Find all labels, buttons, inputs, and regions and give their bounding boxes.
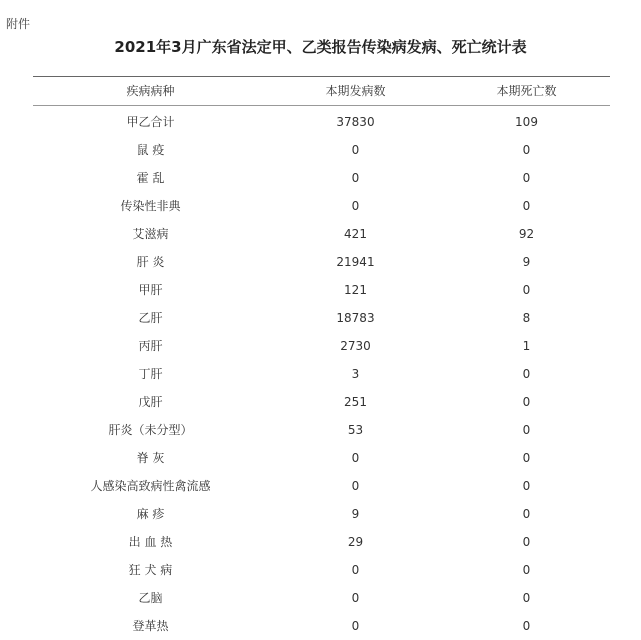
cases-cell: 121 [344, 283, 367, 297]
disease-name-cell: 甲乙合计 [126, 115, 175, 129]
cases-cell: 0 [351, 143, 360, 157]
disease-name-cell: 麻 疹 [136, 507, 165, 521]
disease-name-cell: 霍 乱 [136, 171, 165, 185]
cases-cell: 0 [351, 591, 360, 605]
attachment-label: 附件 [6, 17, 31, 31]
deaths-cell: 0 [522, 199, 531, 213]
deaths-cell: 0 [522, 507, 531, 521]
table-row [33, 500, 610, 528]
table-row [33, 248, 610, 276]
table-row [33, 528, 610, 556]
deaths-cell: 1 [522, 339, 531, 353]
table-row [33, 136, 610, 164]
deaths-cell: 9 [522, 255, 531, 269]
table-row [33, 416, 610, 444]
header-cases: 本期发病数 [325, 84, 386, 98]
disease-name-cell: 传染性非典 [120, 199, 181, 213]
disease-name-cell: 登革热 [132, 619, 169, 633]
disease-name-cell: 肝炎（未分型） [108, 423, 193, 437]
cases-cell: 18783 [336, 311, 375, 325]
table-row [33, 556, 610, 584]
deaths-cell: 0 [522, 367, 531, 381]
table-row [33, 220, 610, 248]
disease-name-cell: 乙肝 [138, 311, 163, 325]
disease-name-cell: 乙脑 [138, 591, 163, 605]
disease-name-cell: 脊 灰 [136, 451, 165, 465]
cases-cell: 3 [351, 367, 360, 381]
deaths-cell: 0 [522, 283, 531, 297]
deaths-cell: 0 [522, 619, 531, 633]
cases-cell: 0 [351, 479, 360, 493]
table-row [33, 360, 610, 388]
deaths-cell: 0 [522, 563, 531, 577]
table-body [33, 106, 610, 640]
disease-name-cell: 肝 炎 [136, 255, 165, 269]
table-row [33, 332, 610, 360]
disease-name-cell: 丁肝 [138, 367, 163, 381]
deaths-cell: 0 [522, 143, 531, 157]
disease-name-cell: 狂 犬 病 [128, 563, 173, 577]
deaths-cell: 109 [515, 115, 538, 129]
deaths-cell: 0 [522, 171, 531, 185]
cases-cell: 37830 [336, 115, 375, 129]
disease-name-cell: 丙肝 [138, 339, 163, 353]
disease-name-cell: 戊肝 [138, 395, 163, 409]
cases-cell: 21941 [336, 255, 375, 269]
cases-cell: 421 [344, 227, 367, 241]
table-row [33, 276, 610, 304]
table-row [33, 472, 610, 500]
cases-cell: 53 [347, 423, 364, 437]
deaths-cell: 0 [522, 479, 531, 493]
table-row [33, 108, 610, 136]
table-row [33, 388, 610, 416]
cases-cell: 0 [351, 619, 360, 633]
document-title: 2021年3月广东省法定甲、乙类报告传染病发病、死亡统计表 [114, 38, 527, 56]
deaths-cell: 0 [522, 451, 531, 465]
table-row [33, 304, 610, 332]
cases-cell: 29 [347, 535, 364, 549]
statistics-table [33, 76, 610, 640]
deaths-cell: 0 [522, 591, 531, 605]
deaths-cell: 0 [522, 395, 531, 409]
disease-name-cell: 艾滋病 [132, 227, 169, 241]
deaths-cell: 0 [522, 535, 531, 549]
header-deaths: 本期死亡数 [496, 84, 557, 98]
cases-cell: 2730 [340, 339, 371, 353]
cases-cell: 0 [351, 563, 360, 577]
cases-cell: 0 [351, 171, 360, 185]
deaths-cell: 92 [518, 227, 535, 241]
deaths-cell: 8 [522, 311, 531, 325]
cases-cell: 251 [344, 395, 367, 409]
cases-cell: 0 [351, 199, 360, 213]
table-row [33, 164, 610, 192]
table-row [33, 444, 610, 472]
deaths-cell: 0 [522, 423, 531, 437]
disease-name-cell: 甲肝 [138, 283, 163, 297]
table-row [33, 584, 610, 612]
table-row [33, 192, 610, 220]
cases-cell: 9 [351, 507, 360, 521]
disease-name-cell: 鼠 疫 [136, 143, 165, 157]
header-disease: 疾病病种 [126, 84, 175, 98]
disease-name-cell: 人感染高致病性禽流感 [90, 479, 211, 493]
disease-name-cell: 出 血 热 [128, 535, 173, 549]
table-row [33, 612, 610, 640]
table-header-row [33, 77, 610, 105]
cases-cell: 0 [351, 451, 360, 465]
